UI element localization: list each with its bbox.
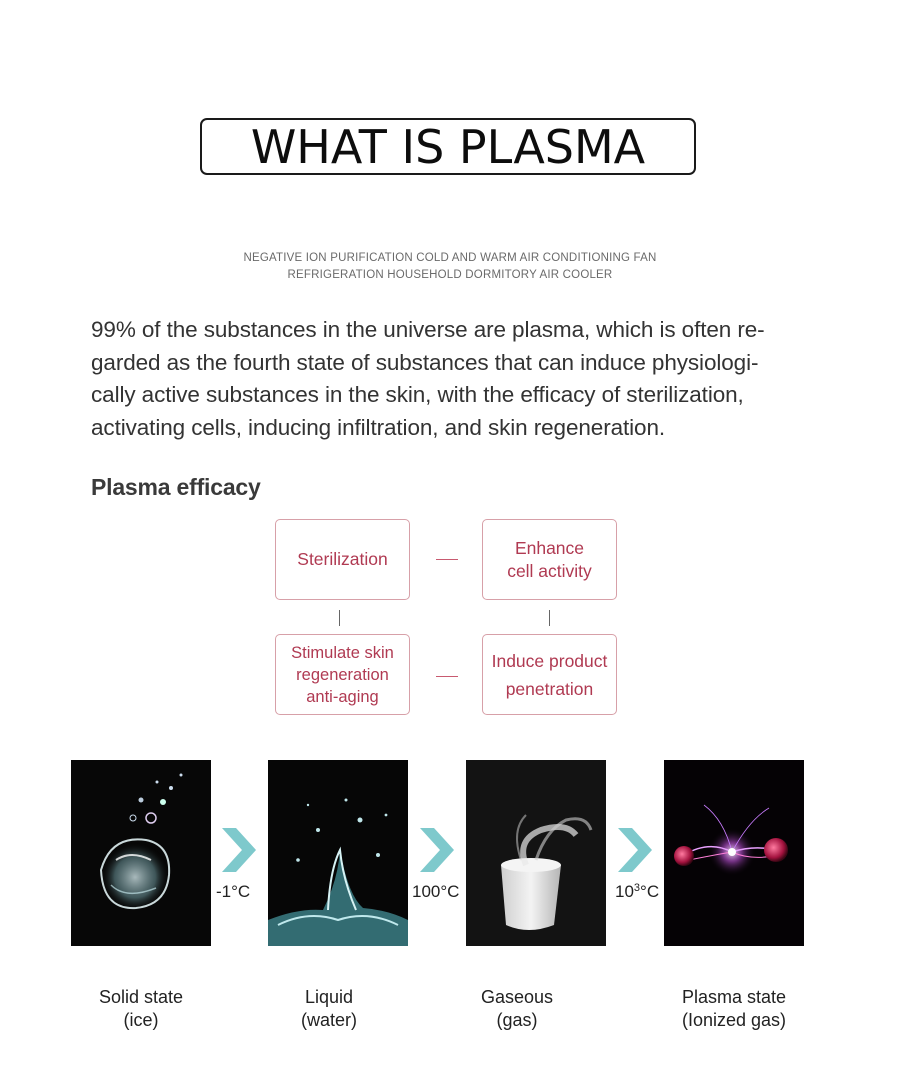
water-splash-photo [268,760,408,946]
efficacy-heading: Plasma efficacy [91,474,261,500]
state-caption-line: Gaseous [480,987,554,1007]
temperature-label: -1°C [216,882,251,901]
temperature-exponent: 3 [633,882,641,894]
state-caption-line: (gas) [496,1010,538,1030]
state-caption-line: (water) [300,1010,357,1030]
efficacy-box-text: anti-aging [306,687,379,706]
chevron-right-icon [222,828,256,872]
efficacy-box-skin-regeneration [275,634,410,715]
subtitle-line-2: REFRIGERATION HOUSEHOLD DORMITORY AIR COOLER [287,269,613,281]
state-caption-liquid [244,986,414,1032]
title-box [200,118,696,175]
state-caption-line: Solid state [98,987,184,1007]
page-title: WHAT IS PLASMA [250,119,646,174]
chevron-right-icon [618,828,652,872]
state-caption-line: (Ionized gas) [681,1010,787,1030]
steam-glass-photo [466,760,606,946]
state-caption-line: Plasma state [681,987,787,1007]
subtitle-line-1: NEGATIVE ION PURIFICATION COLD AND WARM AIR CONDITIONING FAN [243,252,657,264]
intro-line: activating cells, inducing infiltration, and skin regeneration. [91,414,666,440]
chevron-right-icon [420,828,454,872]
ice-photo [71,760,211,946]
state-caption-gaseous [432,986,602,1032]
efficacy-box-sterilization [275,519,410,600]
efficacy-box-text: regeneration [296,665,389,684]
connector-horizontal [436,676,458,677]
efficacy-box-text: cell activity [507,560,592,581]
efficacy-box-text: Sterilization [297,549,388,569]
efficacy-box-text: Stimulate skin [291,643,394,662]
plasma-ball-photo [664,760,804,946]
intro-line: garded as the fourth state of substances that can induce physiologi- [91,349,759,375]
intro-paragraph [91,314,811,444]
state-caption-solid [56,986,226,1032]
efficacy-box-cell-activity [482,519,617,600]
state-caption-line: (ice) [123,1010,159,1030]
intro-line: 99% of the substances in the universe are plasma, which is often re- [91,317,765,342]
efficacy-box-text: Induce product [491,650,608,671]
intro-line: cally active substances in the skin, with the efficacy of sterilization, [91,382,744,407]
temperature-label: 100°C [412,882,460,901]
efficacy-box-product-penetration [482,634,617,715]
temperature-label [615,882,659,902]
connector-vertical [339,610,340,626]
temperature-unit: °C [640,882,660,901]
temperature-base: 10 [615,882,634,901]
efficacy-box-text: penetration [505,678,594,699]
state-caption-plasma [649,986,819,1032]
state-caption-line: Liquid [304,987,354,1007]
connector-horizontal [436,559,458,560]
connector-vertical [549,610,550,626]
efficacy-box-text: Enhance [514,537,585,558]
